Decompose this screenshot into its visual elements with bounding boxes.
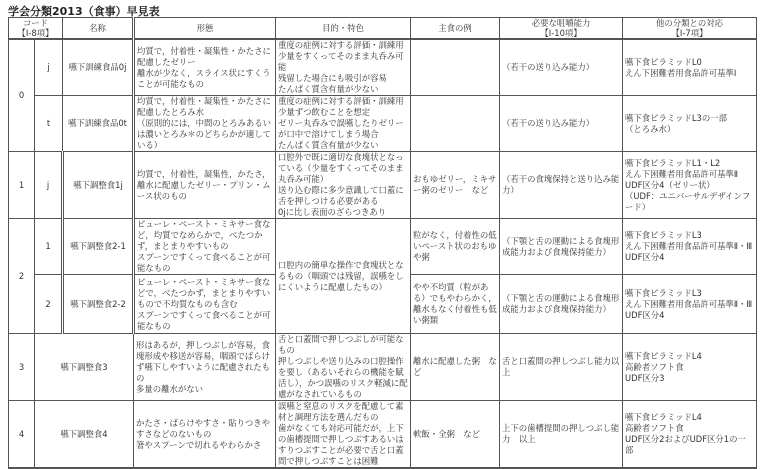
ability-cell: （下顎と舌の運動による食塊形成能力および食塊保持能力）: [500, 275, 623, 334]
name-cell: 嚥下調整食1j: [63, 152, 134, 219]
header-form: 形態: [134, 18, 276, 40]
header-ability: 必要な咀嚼能力 【I-10項】: [500, 18, 623, 40]
code-cell: 3: [9, 334, 35, 401]
other-cell: 嚥下食ピラミッドL4 高齢者ソフト食 UDF区分2およびUDF区分1の一部: [623, 401, 757, 469]
ability-cell: （下顎と舌の運動による食塊形成能力および食塊保持能力）: [500, 219, 623, 275]
other-cell: 嚥下食ピラミッドL4 高齢者ソフト食 UDF区分3: [623, 334, 757, 401]
header-staple: 主食の例: [411, 18, 500, 40]
staple-cell: [411, 39, 500, 96]
ability-cell: 舌と口蓋間の押しつぶし能力以上: [500, 334, 623, 401]
other-cell: 嚥下食ピラミッドL3の一部 （とろみ水）: [623, 96, 757, 152]
code-cell: 2: [9, 219, 35, 334]
staple-cell: 軟飯・全粥 など: [411, 401, 500, 469]
header-purpose: 目的・特色: [276, 18, 411, 40]
other-cell: 嚥下食ピラミッドL3 えん下困難者用食品許可基準Ⅱ・Ⅲ UDF区分4: [623, 219, 757, 275]
table-row: [9, 39, 757, 96]
purpose-cell: 口腔内の簡単な操作で食塊状となるもの（咽頭では残留，誤嚥をしにくいように配慮したもの）: [276, 219, 411, 334]
table-row: [9, 334, 757, 401]
name-cell: 嚥下訓練食品0t: [63, 96, 134, 152]
purpose-cell: 誤嚥と窒息のリスクを配慮して素材と調理方法を選んだもの 歯がなくても対応可能だが，上下の歯槽提間で押しつぶすあるいはすりつぶすことが必要で舌と口蓋間で押しつぶすことは困難: [276, 401, 411, 469]
form-cell: ピューレ・ペースト・ミキサー食などで，べたつかず，まとまりやすいもので不均質なものも含む スプーンですくって食べることが可能なもの: [134, 275, 276, 334]
code-cell: 0: [9, 39, 35, 152]
header-row: [9, 18, 757, 40]
subcode-cell: j: [35, 39, 63, 96]
other-cell: 嚥下食ピラミッドL0 えん下困難者用食品許可基準Ⅰ: [623, 39, 757, 96]
subcode-cell: t: [35, 96, 63, 152]
page-title: 学会分類2013（食事）早見表: [8, 5, 160, 18]
classification-table: [8, 17, 757, 469]
ability-cell: （若干の食塊保持と送り込み能力）: [500, 152, 623, 219]
header-code: コード 【I-8項】: [9, 18, 63, 40]
staple-cell: 離水に配慮した粥 など: [411, 334, 500, 401]
form-cell: 均質で，付着性，凝集性，かたさ，離水に配慮したゼリー・プリン・ムース状のもの: [134, 152, 276, 219]
form-cell: 均質で，付着性・凝集性・かたさに配慮したとろみ水 （原則的には，中間のとろみあるいは濃いとろみ＊のどちらかが適している）: [134, 96, 276, 152]
form-cell: かたさ・ばらけやすさ・貼りつきやすさなどのないもの 箸やスプーンで切れるやわらかさ: [134, 401, 276, 469]
name-cell: 嚥下調整食3: [35, 334, 134, 401]
purpose-cell: 重度の症例に対する評価・訓練用 少量ずつ飲むことを想定 ゼリー丸呑みで誤嚥したりゼリーが口中で溶けてしまう場合 たんぱく質含有量が少ない: [276, 96, 411, 152]
subcode-cell: 2: [35, 275, 63, 334]
form-cell: 形はあるが，押しつぶしが容易，食塊形成や移送が容易，咽頭でばらけず嚥下しやすいように配慮されたもの 多量の離水がない: [134, 334, 276, 401]
other-cell: 嚥下食ピラミッドL3 えん下困難者用食品許可基準Ⅱ・Ⅲ UDF区分4: [623, 275, 757, 334]
ability-cell: （若干の送り込み能力）: [500, 96, 623, 152]
name-cell: 嚥下調整食2-1: [63, 219, 134, 275]
staple-cell: 粒がなく，付着性の低いペースト状のおもゆや粥: [411, 219, 500, 275]
purpose-cell: 口腔外で既に適切な食塊状となっている（少量をすくってそのまま丸呑み可能） 送り込む際に多少意識して口蓋に舌を押しつける必要がある 0jに比し表面のざらつきあり: [276, 152, 411, 219]
form-cell: 均質で，付着性・凝集性・かたさに配慮したゼリー 離水が少なく，スライス状にすくうことが可能なもの: [134, 39, 276, 96]
purpose-cell: 重度の症例に対する評価・訓練用 少量をすくってそのまま丸呑み可能 残留した場合にも吸引が容易 たんぱく質含有量が少ない: [276, 39, 411, 96]
staple-cell: [411, 96, 500, 152]
header-other: 他の分類との対応 【I-7項】: [623, 18, 757, 40]
ability-cell: 上下の歯槽提間の押しつぶし能力 以上: [500, 401, 623, 469]
name-cell: 嚥下訓練食品0j: [63, 39, 134, 96]
form-cell: ピューレ・ペースト・ミキサー食など，均質でなめらかで，べたつかず，まとまりやすいもの スプーンですくって食べることが可能なもの: [134, 219, 276, 275]
ability-cell: （若干の送り込み能力）: [500, 39, 623, 96]
name-cell: 嚥下調整食2-2: [63, 275, 134, 334]
purpose-cell: 舌と口蓋間で押しつぶしが可能なもの 押しつぶしや送り込みの口腔操作を要し（あるいそれらの機能を賦活し），かつ誤嚥のリスク軽減に配慮がなされているもの: [276, 334, 411, 401]
table-row: [9, 152, 757, 219]
table-row: [9, 96, 757, 152]
subcode-cell: 1: [35, 219, 63, 275]
other-cell: 嚥下食ピラミッドL1・L2 えん下困難者用食品許可基準Ⅱ UDF区分4（ゼリー状） （UDF：ユニバーサルデザインフード）: [623, 152, 757, 219]
header-name: 名称: [63, 18, 134, 40]
staple-cell: やや不均質（粒がある）でもやわらかく，離水もなく付着性も低い粥類: [411, 275, 500, 334]
table-row: [9, 401, 757, 469]
name-cell: 嚥下調整食4: [35, 401, 134, 469]
code-cell: 1: [9, 152, 35, 219]
subcode-cell: j: [35, 152, 63, 219]
table-row: [9, 219, 757, 275]
code-cell: 4: [9, 401, 35, 469]
staple-cell: おもゆゼリー，ミキサー粥のゼリー など: [411, 152, 500, 219]
